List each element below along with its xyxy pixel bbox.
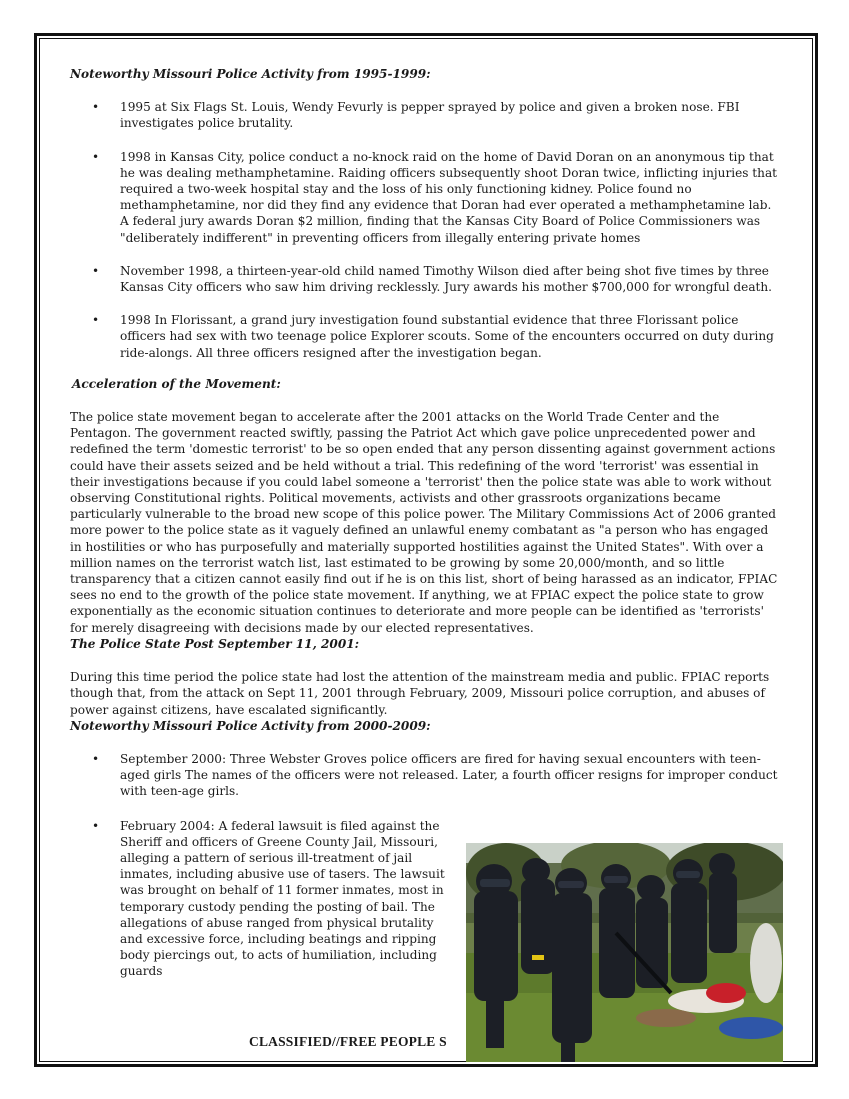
classification-footer: CLASSIFIED//FREE PEOPLE S xyxy=(249,1034,447,1049)
list-item: • 1998 In Florissant, a grand jury investigation found substantial evidence that three Florissant police officers had sex with two teenage police Explorer scouts. Some of the encounters occurred on duty during ride-alongs. All three officers resigned after the investigation began. xyxy=(70,312,780,361)
heading-1995-1999: Noteworthy Missouri Police Activity from 1995-1999: xyxy=(70,67,431,81)
paragraph-post-911: During this time period the police state had lost the attention of the mainstream media and public. FPIAC reports though that, from the attack on Sept 11, 2001 through February, 2009, Missouri police corruption, and abuses of power against citizens, have escalated significantly. xyxy=(70,670,770,717)
heading-2000-2009: Noteworthy Missouri Police Activity from 2000-2009: xyxy=(70,718,431,733)
riot-police-photo xyxy=(466,843,783,1062)
list-item: • November 1998, a thirteen-year-old child named Timothy Wilson died after being shot five times by three Kansas City officers who saw him driving recklessly. Jury awards his mother $700,000 for wrongful death. xyxy=(70,263,780,295)
heading-acceleration: Acceleration of the Movement: xyxy=(72,376,281,391)
heading-post-911: The Police State Post September 11, 2001: xyxy=(70,636,360,651)
paragraph-acceleration: The police state movement began to accelerate after the 2001 attacks on the World Trade Center and the Pentagon. The government reacted swiftly, passing the Patriot Act which gave police unprecedented power and redefined the term 'domestic terrorist' to be so open ended that any person dissenting against government actions could have their assets seized and be held without a trial. This redefining of the word 'terrorist' was essential in their investigations because if you could label someone a 'terrorist' then the police state was able to work without observing Constitutional rights. Political movements, activists and other grassroots organizations became particularly vulnerable to the broad new scope of this police power. The Military Commissions Act of 2006 granted more power to the police state as it vaguely defined an unlawful enemy combatant as "a person who has engaged in hostilities or who has purposefully and materially supported hostilities against the United States". With over a million names on the terrorist watch list, last estimated to be growing by some 20,000/month, and so little transparency that a citizen cannot easily find out if he is on this list, short of being harassed as an indicator, FPIAC sees no end to the growth of the police state movement. If anything, we at FPIAC expect the police state to grow exponentially as the economic situation continues to deteriorate and more people can be identified as 'terrorists' for merely disagreeing with decisions made by our elected representatives. xyxy=(70,410,778,635)
riot-police-illustration xyxy=(466,843,783,1062)
list-item: • 1998 in Kansas City, police conduct a no-knock raid on the home of David Doran on an anonymous tip that he was dealing methamphetamine. Raiding officers subsequently shoot Doran twice, inflicting injuries that required a two-week hospital stay and the loss of his only functioning kidney. Police found no methamphetamine, nor did they find any evidence that Doran had ever operated a methamphetamine lab. A federal jury awards Doran $2 million, finding that the Kansas City Board of Police Commissioners was "deliberately indifferent" in preventing officers from illegally entering private homes xyxy=(70,149,780,246)
list-item: • 1995 at Six Flags St. Louis, Wendy Fevurly is pepper sprayed by police and given a broken nose. FBI investigates police brutality. xyxy=(70,99,780,131)
list-item: • September 2000: Three Webster Groves police officers are fired for having sexual encounters with teen-aged girls The names of the officers were not released. Later, a fourth officer resigns for improper conduct with teen-age girls. xyxy=(70,751,780,800)
list-item: • February 2004: A federal lawsuit is filed against the Sheriff and officers of Greene County Jail, Missouri, alleging a pattern of serious ill-treatment of jail inmates, including abusive use of tasers. The lawsuit was brought on behalf of 11 former inmates, most in temporary custody pending the posting of bail. The allegations of abuse ranged from physical brutality and excessive force, including beatings and ripping body piercings out, to acts of humiliation, including guards xyxy=(70,818,460,980)
list-1995-1999 xyxy=(70,99,780,361)
